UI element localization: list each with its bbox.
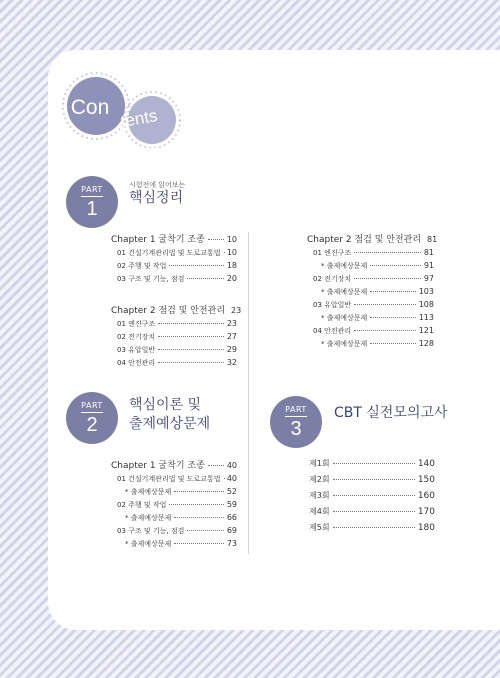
part1-subtitle: 시험전에 읽어보는 [129,181,186,189]
part1-label: PART [81,185,103,194]
toc-item[interactable]: 03 구조 및 기능, 점검 69 [117,526,237,535]
toc-item[interactable]: 01 엔진구조 23 [117,319,237,328]
mock-test-item[interactable]: 제3회 160 [309,491,435,501]
part2-chapter2-toc [307,232,438,352]
part1-title: 핵심정리 [129,190,184,206]
toc-item-exercise[interactable]: * 출제예상문제 73 [125,539,237,548]
toc-item[interactable]: 02 전기장치 97 [313,274,434,283]
toc-item[interactable]: 03 구조 및 기능, 점검 20 [117,274,237,283]
toc-item[interactable]: 03 유압일반 29 [117,345,237,354]
toc-item-exercise[interactable]: * 출제예상문제 103 [321,287,434,296]
chapter-heading[interactable]: Chapter 1 굴착기 조종 10 [111,235,237,245]
toc-item[interactable]: 03 유압일반 108 [313,300,434,309]
toc-item[interactable]: 02 전기장치 27 [117,332,237,341]
part2-title-line2: 출제예상문제 [129,416,211,432]
toc-item-exercise[interactable]: * 출제예상문제 66 [125,513,237,522]
mock-test-item[interactable]: 제5회 180 [309,523,435,533]
toc-item[interactable]: 01 엔진구조 81 [313,248,434,257]
chapter-heading[interactable]: Chapter 2 점검 및 안전관리 23 [111,306,242,316]
part3-toc [309,458,435,538]
part3-number: 3 [290,418,302,440]
toc-item-exercise[interactable]: * 출제예상문제 113 [321,313,434,322]
part1-badge [66,176,118,228]
chapter-heading[interactable]: Chapter 2 점검 및 안전관리 81 [307,235,438,245]
toc-item[interactable]: 04 안전관리 32 [117,358,237,367]
mock-test-item[interactable]: 제1회 140 [309,459,435,469]
part2-title-line1: 핵심이론 및 [129,397,202,413]
part3-label: PART [285,405,307,414]
part2-chapter1-toc [111,458,237,552]
toc-item[interactable]: 01 건설기계관리법 및 도로교통법 40 [117,474,237,483]
part3-title: CBT 실전모의고사 [334,405,448,421]
toc-item-exercise[interactable]: * 출제예상문제 128 [321,339,434,348]
contents-logo [60,68,190,148]
toc-item-exercise[interactable]: * 출제예상문제 52 [125,487,237,496]
toc-item[interactable]: 02 주행 및 작업 18 [117,261,237,270]
part2-badge [66,392,118,444]
part3-badge [270,396,322,448]
toc-item[interactable]: 02 주행 및 작업 59 [117,500,237,509]
logo-text-tents: tents [119,106,159,132]
part2-label: PART [81,401,103,410]
mock-test-item[interactable]: 제4회 170 [309,507,435,517]
logo-text-con: Con [70,96,110,119]
part1-number: 1 [86,198,98,220]
toc-item-exercise[interactable]: * 출제예상문제 91 [321,261,434,270]
toc-item[interactable]: 04 안전관리 121 [313,326,434,335]
part2-number: 2 [86,414,98,436]
mock-test-item[interactable]: 제2회 150 [309,475,435,485]
chapter-heading[interactable]: Chapter 1 굴착기 조종 40 [111,461,237,471]
toc-item[interactable]: 01 건설기계관리법 및 도로교통법 10 [117,248,237,257]
part1-toc [111,232,242,371]
column-divider [248,232,249,554]
